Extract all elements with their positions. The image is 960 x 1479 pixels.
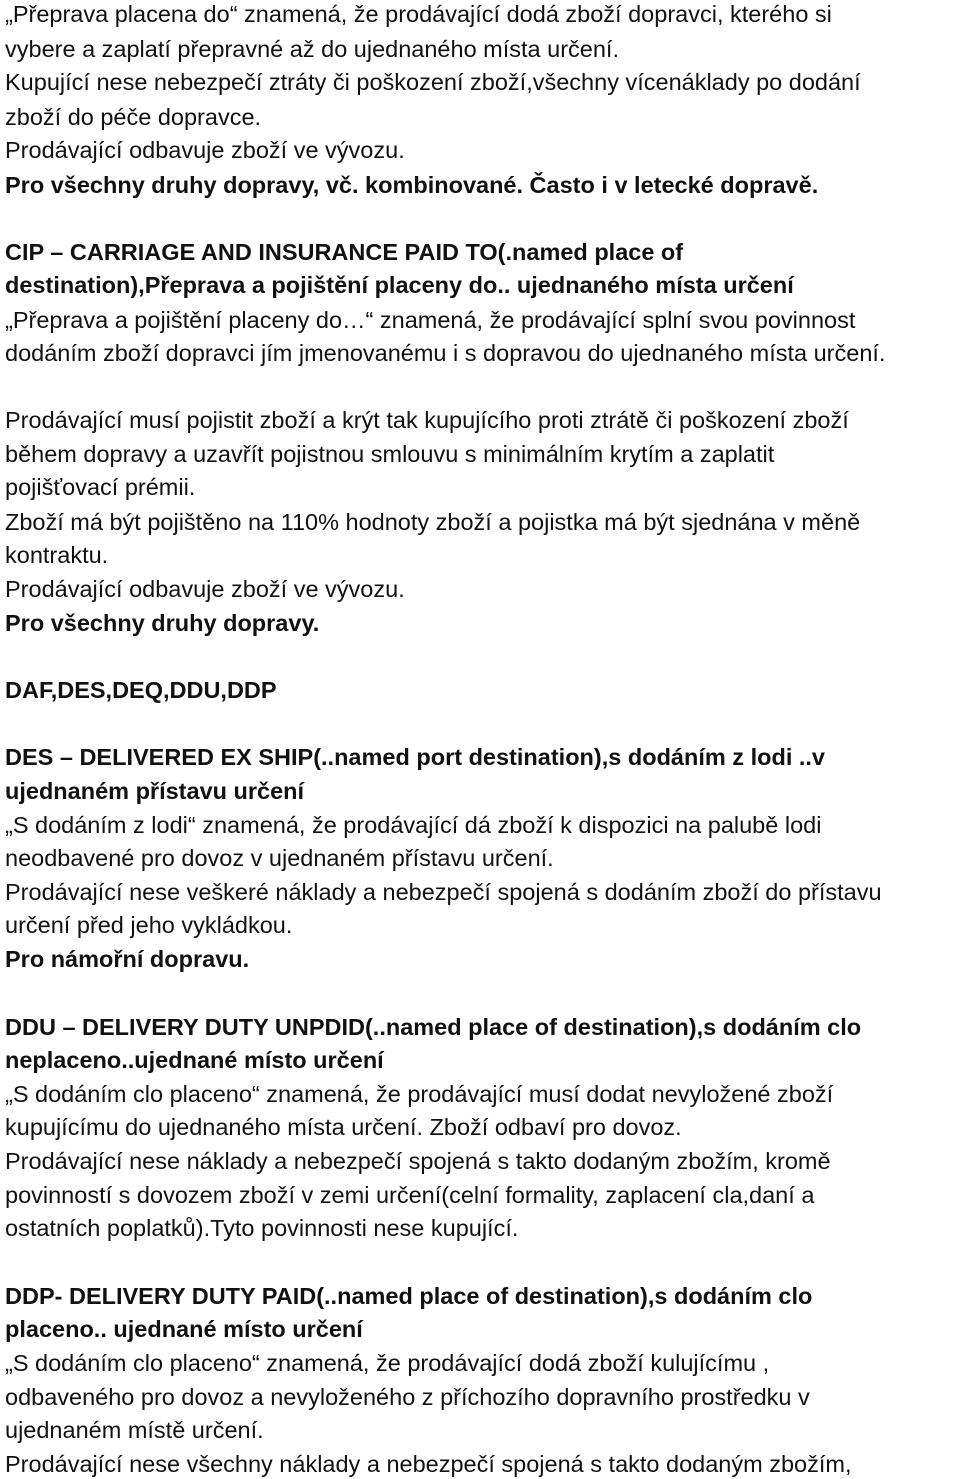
text-line: DDP- DELIVERY DUTY PAID(..named place of destination),s dodáním clo: [5, 1283, 813, 1309]
text-line: vybere a zaplatí přepravné až do ujednaného místa určení.: [5, 36, 619, 62]
text-line: Prodávající odbavuje zboží ve vývozu.: [5, 576, 405, 602]
text-line: „S dodáním z lodi“ znamená, že prodávající dá zboží k dispozici na palubě lodi: [5, 812, 822, 838]
text-line: zboží do péče dopravce.: [5, 104, 262, 130]
text-line: Prodávající nese náklady a nebezpečí spojená s takto dodaným zbožím, kromě: [5, 1148, 831, 1174]
text-line: Pro všechny druhy dopravy.: [5, 610, 320, 636]
text-line: ostatních poplatků).Tyto povinnosti nese kupující.: [5, 1215, 519, 1241]
text-line: kontraktu.: [5, 542, 109, 568]
text-line: odbaveného pro dovoz a nevyloženého z příchozího dopravního prostředku v: [5, 1384, 810, 1410]
text-line: ujednaném místě určení.: [5, 1417, 264, 1443]
text-line: „S dodáním clo placeno“ znamená, že prodávající dodá zboží kulujícímu ,: [5, 1350, 770, 1376]
text-line: Pro námořní dopravu.: [5, 946, 250, 972]
text-line: Prodávající nese veškeré náklady a nebezpečí spojená s dodáním zboží do přístavu: [5, 879, 882, 905]
text-line: Prodávající musí pojistit zboží a krýt tak kupujícího proti ztrátě či poškození zboží: [5, 407, 849, 433]
text-line: během dopravy a uzavřít pojistnou smlouvu s minimálním krytím a zaplatit: [5, 441, 775, 467]
text-line: DES – DELIVERED EX SHIP(..named port destination),s dodáním z lodi ..v: [5, 744, 825, 770]
text-line: DDU – DELIVERY DUTY UNPDID(..named place of destination),s dodáním clo: [5, 1014, 862, 1040]
text-line: Zboží má být pojištěno na 110% hodnoty zboží a pojistka má být sjednána v měně: [5, 509, 861, 535]
text-line: Prodávající odbavuje zboží ve vývozu.: [5, 137, 405, 163]
text-line: DAF,DES,DEQ,DDU,DDP: [5, 677, 277, 703]
text-line: CIP – CARRIAGE AND INSURANCE PAID TO(.named place of: [5, 239, 684, 265]
text-line: Pro všechny druhy dopravy, vč. kombinované. Často i v letecké dopravě.: [5, 172, 819, 198]
text-line: Prodávající nese všechny náklady a nebezpečí spojená s takto dodaným zbožím,: [5, 1451, 852, 1477]
text-line: pojišťovací prémii.: [5, 474, 196, 500]
text-line: Kupující nese nebezpečí ztráty či poškození zboží,všechny vícenáklady po dodání: [5, 69, 861, 95]
text-line: placeno.. ujednané místo určení: [5, 1316, 363, 1342]
text-line: určení před jeho vykládkou.: [5, 912, 293, 938]
text-line: neplaceno..ujednané místo určení: [5, 1047, 384, 1073]
text-line: destination),Přeprava a pojištění placeny do.. ujednaného místa určení: [5, 272, 794, 298]
text-line: dodáním zboží dopravci jím jmenovanému i s dopravou do ujednaného místa určení.: [5, 340, 886, 366]
text-line: kupujícímu do ujednaného místa určení. Zboží odbaví pro dovoz.: [5, 1114, 682, 1140]
text-line: ujednaném přístavu určení: [5, 778, 305, 804]
text-line: „Přeprava a pojištění placeny do…“ znamená, že prodávající splní svou povinnost: [5, 307, 856, 333]
text-line: „S dodáním clo placeno“ znamená, že prodávající musí dodat nevyložené zboží: [5, 1081, 834, 1107]
text-line: neodbavené pro dovoz v ujednaném přístavu určení.: [5, 845, 554, 871]
text-line: povinností s dovozem zboží v zemi určení(celní formality, zaplacení cla,daní a: [5, 1182, 815, 1208]
text-line: „Přeprava placena do“ znamená, že prodávající dodá zboží dopravci, kterého si: [5, 1, 832, 27]
